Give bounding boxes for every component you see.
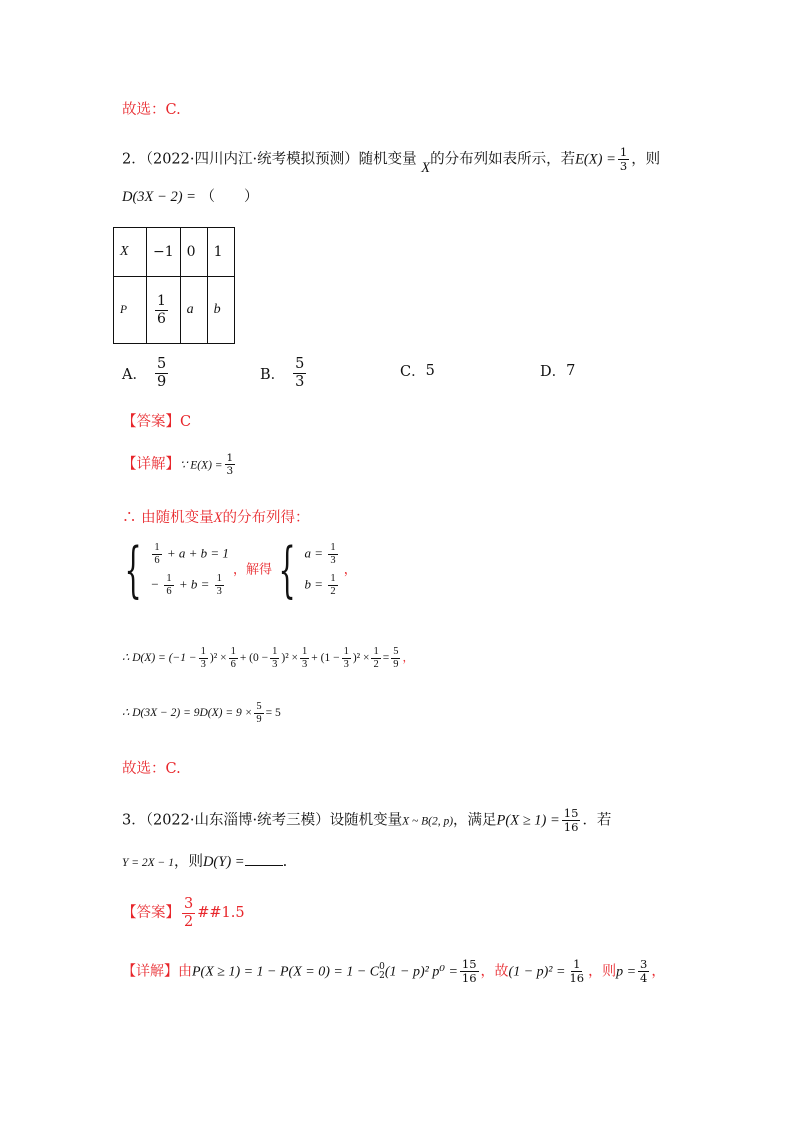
q2-var: X — [421, 159, 431, 176]
table-cell — [147, 277, 181, 344]
dx-equation: ∴ D(X) = (−1 − $\frac{1}{3}$ )² × $\frac{1}{6}$ + (0 − $\frac{1}{3}$ )² × $\frac{1}{3}$ + (1 − $\frac{1}{3}$ )² × $\frac{1}{2}$ = $\frac{5}{9}$ ， — [122, 646, 414, 671]
table-cell: 0 — [180, 228, 207, 277]
q3-cond-frac: $\frac{15}{16}$ — [563, 806, 579, 835]
table-frac: $\frac{1}{6}$ — [157, 293, 166, 327]
q2-detail — [122, 452, 237, 477]
q3-text3: ．若 — [582, 812, 612, 829]
q2-paren: （ ） — [200, 189, 259, 205]
q2-therefore: ∴ 由随机变量X的分布列得： — [122, 510, 310, 526]
system-solution: a = $\frac{1}{3}$ b = $\frac{1}{2}$ — [304, 541, 336, 598]
q3-text2: ，满足 — [453, 812, 497, 829]
detail-tag: 【详解】 — [122, 456, 180, 473]
q2-number: 2． — [122, 151, 146, 168]
prev-conclusion: 故选：C. — [122, 102, 181, 118]
table-row — [114, 277, 235, 344]
system-left: $\frac{1}{6}$ + a + b = 1 − $\frac{1}{6}$ + b = $\frac{1}{3}$ — [150, 541, 229, 598]
q3-answer: 【答案】 $\frac{3}{2}$ ##1.5 — [122, 896, 245, 930]
table-cell: b — [207, 277, 234, 344]
q2-text1: 随机变量 — [358, 151, 417, 168]
q3-answer-frac: $\frac{3}{2}$ — [184, 896, 194, 930]
q2-conclusion: 故选：C. — [122, 761, 181, 777]
q2-ask: D(3X − 2) = — [122, 189, 196, 205]
table-cell: a — [180, 277, 207, 344]
q3-detail: 【详解】由P(X ≥ 1) = 1 − P(X = 0) = 1 − C 0 2 (1 − p)² p⁰ = $\frac{15}{16}$ ，故(1 − p)² = $\frac{1}{16}$ ，则p = $\frac{3}{4}$ ， — [122, 957, 666, 986]
q3-number: 3． — [122, 812, 146, 829]
equation-system: { $\frac{1}{6}$ + a + b = 1 − $\frac{1}{6}$ + b = $\frac{1}{3}$ ，解得 { a = $\frac{1}{3}$ b = $\frac{1}{2}$ ， — [124, 535, 357, 605]
table-cell: −1 — [147, 228, 181, 277]
option-d: D． 7 — [540, 362, 576, 380]
table-cell: 1 — [207, 228, 234, 277]
q2-source: （2022·四川内江·统考模拟预测） — [145, 151, 359, 168]
table-cell-x: X — [114, 228, 147, 277]
detail-because: ∵ E(X) = — [180, 459, 223, 472]
q2-stem-line1 — [122, 145, 661, 176]
solve-word: ，解得 — [233, 562, 273, 578]
d3x-equation: ∴ D(3X − 2) = 9D(X) = 9 × $\frac{5}{9}$ = 5 — [122, 701, 281, 726]
detail-because-frac: $\frac{1}{3}$ — [226, 452, 234, 478]
answer-tag: 【答案】 — [122, 414, 180, 430]
q3-text1: 设随机变量 — [329, 812, 403, 829]
q3-source: （2022·山东淄博·统考三模） — [145, 812, 330, 829]
q3-dist: X ~ B(2, p) — [402, 815, 454, 828]
q2-cond: E(X) = — [575, 151, 616, 168]
q3-stem-line1 — [122, 807, 611, 834]
q2-answer — [122, 410, 191, 431]
q3-stem-line2: Y = 2X − 1，则D(Y) = . — [122, 850, 287, 871]
q2-cond-frac: $\frac{1}{3}$ — [619, 145, 628, 174]
answer-value: C — [180, 414, 192, 430]
option-b: B． $\frac{5}{3}$ — [260, 356, 305, 390]
table-cell-p: P — [114, 277, 147, 344]
table-row — [114, 228, 235, 277]
q2-text3: ，则 — [631, 151, 661, 168]
answer-blank — [245, 851, 283, 866]
q3-cond: P(X ≥ 1) = — [496, 812, 560, 829]
option-c: C． 5 — [400, 362, 435, 380]
q2-text2: 的分布列如表所示，若 — [430, 151, 576, 168]
option-a: A． $\frac{5}{9}$ — [122, 356, 167, 390]
q2-stem-line2 — [122, 185, 259, 206]
distribution-table — [113, 227, 235, 344]
